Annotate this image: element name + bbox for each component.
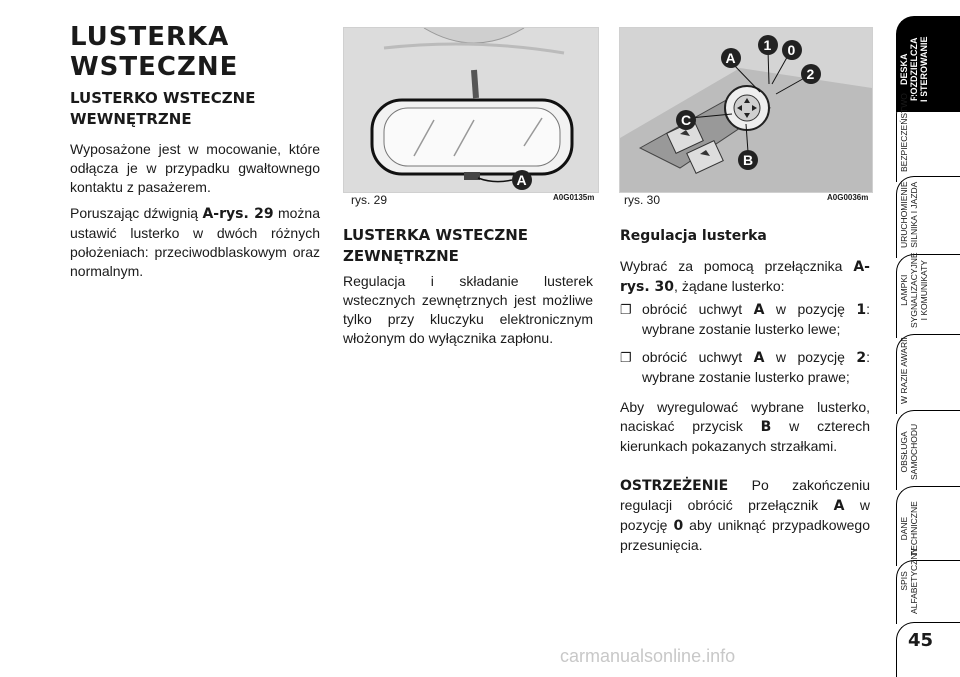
mirror-adjust-paragraph: Aby wyregulować wybrane lusterko, naciskać przycisk B w czterech kierunkach pokazanych strzałkami. [620,399,870,454]
watermark: carmanualsonline.info [560,646,736,666]
bullet-left-mirror: ❐ obrócić uchwyt A w pozycję 1: wybrane zostanie lusterko lewe; [620,301,871,337]
figure-30-label-b: B [743,152,754,168]
tab-technical-data[interactable]: DANE TECHNICZNE [896,486,960,566]
page-title: LUSTERKA WSTECZNE [70,22,239,82]
figure-30-mirror-switch [619,27,873,193]
tab-starting-driving[interactable]: URUCHOMIENIE SILNIKA I JAZDA [896,176,960,258]
tab-instrument-panel[interactable]: DESKA ROZDZIELCZA I STEROWANIE [896,16,960,112]
tab-safety[interactable]: BEZPIECZEŃSTWO [896,96,960,182]
page-number: 45 [908,630,934,651]
mirror-select-intro: Wybrać za pomocą przełącznika A-rys. 30, żądane lusterko: [620,258,870,295]
figure-30-caption: rys. 30 [624,193,661,207]
figure-29-interior-mirror [343,27,599,193]
warning-paragraph: OSTRZEŻENIE Po zakończeniu regulacji obrócić przełącznik A w pozycję 0 aby uniknąć przypadkowego przesunięcia. [620,477,871,553]
figure-29-code: A0G0135m [553,193,595,202]
figure-30-label-2: 2 [806,66,815,82]
figure-30-label-a: A [725,50,736,66]
chapter-tabs [896,0,960,677]
exterior-mirrors-paragraph: Regulacja i składanie lusterek wstecznych zewnętrznych jest możliwe tylko przy kluczyku elektronicznym włożonym do wyłącznika zapłonu. [343,273,593,346]
figure-29-label-a: A [516,172,527,188]
bullet-checkbox-icon: ❐ [620,302,632,317]
figure-30-code: A0G0036m [827,193,869,202]
tab-warning-lights[interactable]: LAMPKI SYGNALIZACYJNE I KOMUNIKATY [896,254,960,338]
tab-emergency[interactable]: W RAZIE AWARII [896,334,960,414]
interior-mirror-adjust-paragraph: Poruszając dźwignią A-rys. 29 można ustawić lusterko w dwóch różnych położeniach: przeciwodblaskowym oraz normalnym. [70,205,320,279]
figure-30-label-1: 1 [763,37,772,53]
interior-mirror-paragraph: Wyposażone jest w mocowanie, które odłącza je w przypadku gwałtownego kontaktu z pasażerem. [70,141,320,195]
figure-29-caption: rys. 29 [351,193,388,207]
section-title-mirror-adjustment: Regulacja lusterka [620,228,767,244]
figure-30-label-0: 0 [787,42,796,58]
section-title-interior-mirror: LUSTERKO WSTECZNE WEWNĘTRZNE [70,89,256,128]
warning-label: OSTRZEŻENIE [620,478,729,494]
figure-30-label-c: C [681,112,692,128]
tab-car-maintenance[interactable]: OBSŁUGA SAMOCHODU [896,410,960,490]
section-title-exterior-mirrors: LUSTERKA WSTECZNE ZEWNĘTRZNE [343,226,529,265]
bullet-checkbox-icon: ❐ [620,350,632,365]
bullet-right-mirror: ❐ obrócić uchwyt A w pozycję 2: wybrane zostanie lusterko prawe; [620,349,871,385]
tab-index[interactable]: SPIS ALFABETYCZNY [896,560,960,624]
